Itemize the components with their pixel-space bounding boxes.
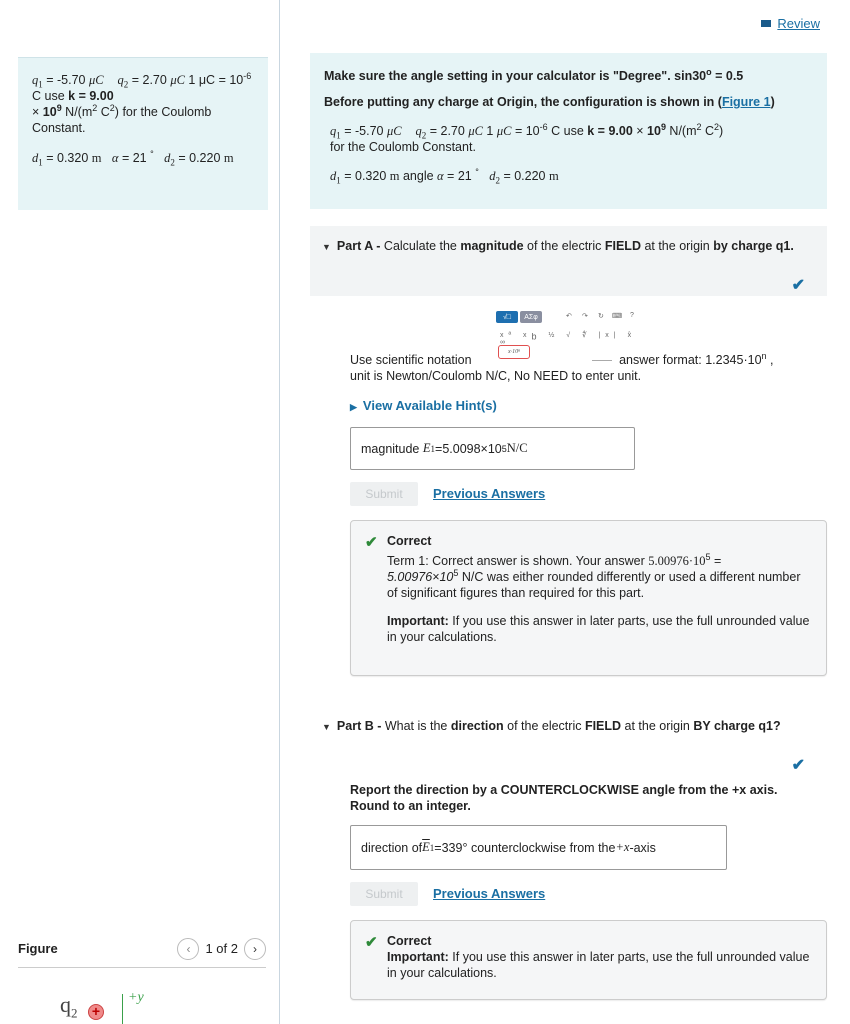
part-a-feedback (350, 520, 827, 676)
templates-button[interactable]: √□ (496, 311, 518, 323)
q2-subscript: 2 (123, 79, 129, 90)
sq-c: 2 (109, 102, 115, 113)
d1-unit: m (91, 151, 102, 165)
figure-page-indicator: 1 of 2 (205, 941, 238, 956)
y-axis-line (122, 994, 123, 1024)
figure-nav (177, 938, 266, 960)
magnitude-answer-label: magnitude (361, 441, 420, 456)
configuration-label: Before putting any charge at Origin, the configuration is shown in ( (324, 95, 722, 109)
d2-symbol: d (164, 151, 171, 165)
angle-setting-text (324, 66, 813, 83)
intro-d1-subscript: 1 (336, 175, 341, 186)
intro-sq-c: 2 (714, 121, 720, 132)
y-axis-label: +y (128, 990, 144, 1005)
magnitude-answer-unit: N/C (506, 441, 528, 455)
intro-k-constant: k = 9.00 (587, 124, 633, 138)
coulomb-text: for the Coulomb Constant. (32, 105, 212, 135)
direction-answer-value: 339 (441, 840, 463, 855)
review-icon (761, 20, 771, 27)
intro-d2-value: = 0.220 (499, 169, 549, 183)
part-b-field: FIELD (584, 719, 622, 733)
alpha-value: = 21 (118, 151, 151, 165)
intro-q1-subscript: 1 (336, 130, 341, 141)
intro-q1-value: = -5.70 (340, 124, 387, 138)
intro-alpha-symbol: α (437, 169, 444, 183)
review-link[interactable] (761, 16, 820, 31)
direction-answer-axis-suffix: -axis (629, 840, 656, 855)
d1-value: = 0.320 (42, 151, 92, 165)
c-use: C use (32, 89, 69, 103)
d2-value: = 0.220 (174, 151, 224, 165)
part-a-instr4: unit is Newton/Coulomb N/C, No NEED to enter unit. (350, 369, 642, 383)
collapse-caret-icon[interactable]: ▼ (322, 722, 331, 732)
part-b-submit-button[interactable]: Submit (350, 882, 418, 906)
intro-charge-info (324, 123, 813, 155)
direction-answer-label: direction of (361, 840, 423, 855)
redo-icon[interactable]: ↷ (582, 313, 588, 320)
intro-sq-m: 2 (696, 121, 702, 132)
part-b-by: BY charge q1? (693, 719, 781, 733)
help-icon[interactable]: ? (630, 312, 634, 319)
d2-unit: m (223, 151, 234, 165)
intro-coulomb-text: for the Coulomb Constant. (330, 140, 476, 154)
part-b-text3: at the origin (621, 719, 694, 733)
part-b-feedback-important (387, 949, 812, 981)
part-b-header[interactable] (310, 706, 827, 776)
part-a-text2: of the electric (523, 239, 605, 253)
part-a-important-text: If you use this answer in later parts, use the full unrounded value in your calculations. (387, 614, 810, 644)
part-a-submit-button[interactable]: Submit (350, 482, 418, 506)
intro-d2-subscript: 2 (495, 175, 500, 186)
collapse-caret-icon[interactable]: ▼ (322, 242, 331, 252)
direction-answer-axis: +x (615, 840, 630, 854)
figure-q2-subscript: 2 (71, 1005, 78, 1021)
magnitude-answer-value: 5.0098×10 (442, 441, 502, 456)
intro-q2-value: = 2.70 (426, 124, 469, 138)
part-a-important-label: Important: (387, 614, 449, 628)
direction-answer-symbol: $\overline{E}$ (422, 840, 430, 854)
q1-value: = -5.70 (42, 73, 89, 87)
micro-coulomb-def: 1 μC (188, 73, 216, 87)
correct-check-icon: ✔ (365, 534, 378, 551)
part-a-header[interactable] (310, 226, 827, 296)
unit-c: C (97, 105, 110, 119)
part-b-feedback (350, 920, 827, 1000)
part-b-feedback-title: Correct (387, 934, 432, 948)
math-symbol-row: xª $x_b$ ½ √ ∜ |x| x̂ ∞ (500, 331, 637, 346)
intro-alpha-value: = 21 (443, 169, 476, 183)
angle-setting-label: Make sure the angle setting in your calculator is "Degree". sin30 (324, 69, 707, 83)
exp-neg6: -6 (243, 70, 252, 81)
angle-value: = 0.5 (711, 69, 744, 83)
correct-check-icon: ✔ (365, 934, 378, 951)
figure-header (18, 930, 266, 968)
part-b-instructions (350, 782, 820, 814)
times-sign: × (32, 105, 43, 119)
q2-value: = 2.70 (128, 73, 171, 87)
intro-q1-unit: μC (386, 124, 402, 138)
part-a-feedback-term (387, 553, 812, 601)
intro-times: × (632, 124, 648, 138)
alpha-symbol: α (111, 151, 119, 165)
part-b-important-label: Important: (387, 950, 449, 964)
configuration-text (324, 95, 813, 109)
intro-uc: μC (496, 124, 512, 138)
keyboard-icon[interactable]: ⌨ (612, 313, 623, 320)
figure-next-button[interactable]: › (244, 938, 266, 960)
part-b-complete-check-icon: ✔ (791, 757, 805, 774)
direction-answer-equals: = (434, 840, 442, 855)
part-a-text1: Calculate the (383, 239, 461, 253)
part-a-instr-exp: n (761, 350, 767, 361)
intro-d2-unit: m (548, 169, 559, 183)
part-b-previous-answers-link[interactable]: Previous Answers (433, 886, 546, 901)
intro-q2-symbol: q (415, 124, 422, 138)
part-a-feedback-important (387, 613, 812, 645)
figure-prev-button[interactable]: ‹ (177, 938, 199, 960)
q2-symbol: q (117, 73, 124, 87)
intro-q2-unit: μC (468, 124, 483, 138)
unit-close: ) (114, 105, 119, 119)
sq-m: 2 (92, 102, 98, 113)
intro-d1-unit: m (389, 169, 400, 183)
d1-subscript: 1 (38, 157, 43, 168)
part-b-direction: direction (450, 719, 504, 733)
part-a-complete-check-icon: ✔ (791, 277, 805, 294)
intro-ten: = 10 (511, 124, 540, 138)
intro-d1-symbol: d (330, 169, 337, 183)
angle-deg-sup: o (706, 66, 712, 77)
part-a-instr2: answer format: 1.2345·10 (619, 353, 762, 367)
intro-unit-c: C (701, 124, 715, 138)
view-hints-label: View Available Hint(s) (362, 398, 497, 413)
intro-one: 1 (482, 124, 497, 138)
view-hints-link[interactable] (350, 398, 497, 413)
intro-unit-nm: N/(m (665, 124, 697, 138)
part-a-prefix: Part A - (336, 239, 384, 253)
part-a-previous-answers-link[interactable]: Previous Answers (433, 486, 546, 501)
undo-icon[interactable]: ↶ (566, 313, 572, 320)
part-b-instr2: Round to an integer. (350, 799, 471, 813)
part-a-instructions (350, 352, 820, 384)
d2-subscript: 2 (170, 157, 175, 168)
part-a-feedback-equals: = (710, 554, 722, 568)
part-a-feedback-exponent2: 5 (453, 567, 459, 578)
exp-nine: 9 (56, 102, 62, 113)
part-a-feedback-exponent: 5 (705, 551, 711, 562)
figure-preview (60, 990, 180, 1024)
alpha-deg: ° (150, 148, 154, 159)
intro-unit-close: ) (719, 124, 724, 138)
part-a-field: FIELD (604, 239, 641, 253)
greek-button[interactable]: ΑΣφ (520, 311, 542, 323)
d1-symbol: d (32, 151, 39, 165)
ten-nine: 10 (42, 105, 57, 119)
magnitude-answer-equals: = (435, 441, 443, 456)
part-a-text3: at the origin (640, 239, 714, 253)
review-label: Review (777, 16, 820, 31)
intro-q1-symbol: q (330, 124, 337, 138)
part-a-feedback-rest: N/C was either rounded differently or used a different number of significant figures than required for this part. (387, 570, 801, 600)
configuration-close: ) (770, 95, 775, 109)
figure-q2-symbol: q (60, 992, 71, 1017)
scientific-notation-button[interactable]: x·10ⁿ (498, 345, 530, 359)
part-a-feedback-term-label: Term 1: Correct answer is shown. Your answer (387, 554, 649, 568)
part-a-feedback-value2: 5.00976×10 (387, 570, 454, 584)
part-b-instr1: Report the direction by a COUNTERCLOCKWISE angle from the +x axis. (350, 783, 778, 797)
intro-ten-nine: 10 (647, 124, 661, 138)
charge-info (32, 72, 254, 136)
intro-angle-word: angle (399, 169, 438, 183)
part-a-by: by charge q1. (713, 239, 794, 253)
ten-power: = 10 (218, 73, 244, 87)
part-a-feedback-value: 5.00976·10 (648, 554, 706, 568)
direction-answer-deg-text: ° counterclockwise from the (462, 840, 616, 855)
part-b-text2: of the electric (503, 719, 585, 733)
figure-q2-label (60, 992, 78, 1021)
part-a-magnitude: magnitude (460, 239, 524, 253)
part-b-prefix: Part B - (336, 719, 385, 733)
answer-line (592, 360, 612, 361)
intro-exp-neg6: -6 (539, 121, 548, 132)
k-constant: k = 9.00 (68, 89, 114, 103)
q2-unit: μC (170, 73, 185, 87)
unit-nm: N/(m (61, 105, 93, 119)
figure-label: Figure (18, 941, 58, 956)
part-a-feedback-title: Correct (387, 534, 432, 548)
intro-d2-symbol: d (489, 169, 496, 183)
magnitude-answer-symbol: E (422, 441, 431, 455)
distance-info (32, 150, 254, 166)
q1-unit: μC (88, 73, 104, 87)
intro-exp-nine: 9 (660, 121, 666, 132)
intro-d1-value: = 0.320 (340, 169, 390, 183)
problem-info-box (18, 57, 268, 210)
magnitude-answer-field[interactable]: magnitude E 1 = 5.0098×10 5 N/C (350, 427, 635, 470)
positive-charge-icon: + (88, 1004, 104, 1020)
expand-caret-icon: ▶ (350, 402, 357, 412)
direction-answer-field[interactable]: direction of $\overline{E}$ 1 = 339 ° counterclockwise from the +x -axis (350, 825, 727, 870)
intro-c-use: C use (547, 124, 588, 138)
part-b-text1: What is the (384, 719, 451, 733)
intro-distance-info (324, 166, 813, 186)
part-a-instr1: Use scientific notation (350, 353, 472, 367)
q1-symbol: q (32, 73, 39, 87)
reset-icon[interactable]: ↻ (598, 313, 604, 320)
left-panel (0, 0, 280, 1024)
figure-1-link[interactable]: Figure 1 (721, 95, 771, 109)
part-b-important-text: If you use this answer in later parts, use the full unrounded value in your calculations. (387, 950, 810, 980)
intro-alpha-deg: ° (475, 166, 479, 177)
problem-intro (310, 53, 827, 209)
part-a-instr3: , (766, 353, 774, 367)
q1-subscript: 1 (38, 79, 43, 90)
intro-q2-subscript: 2 (421, 130, 427, 141)
